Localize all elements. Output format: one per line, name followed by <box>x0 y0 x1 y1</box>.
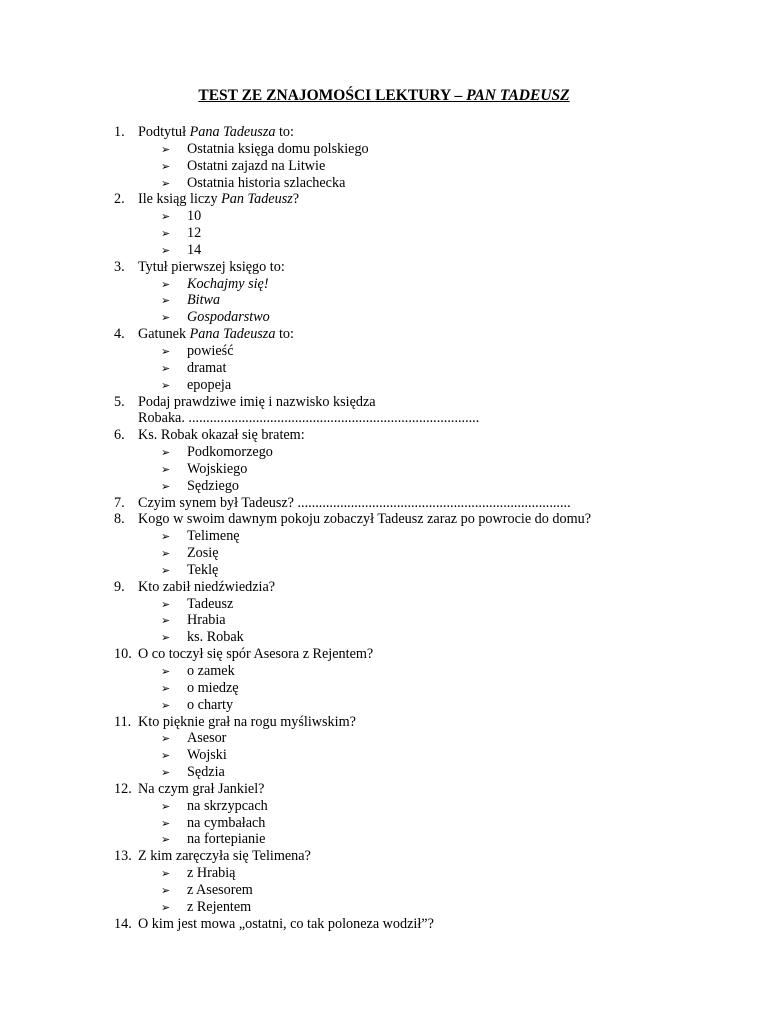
arrow-bullet-icon: ➢ <box>161 210 171 224</box>
answer-line[interactable] <box>114 410 674 427</box>
question-number: 6. <box>114 427 125 444</box>
answer-option[interactable] <box>114 697 674 714</box>
answer-option[interactable] <box>114 663 674 680</box>
question-4 <box>114 326 674 343</box>
question-text: Gatunek <box>138 326 190 343</box>
question-number: 11. <box>114 713 132 730</box>
arrow-bullet-icon: ➢ <box>161 867 171 881</box>
answer-option[interactable] <box>114 629 674 646</box>
question-text: Tytuł pierwszej księgo to: <box>138 258 285 275</box>
question-text-end: to: <box>275 124 294 140</box>
answer-option-text: 14 <box>187 241 202 258</box>
question-number: 3. <box>114 258 125 275</box>
answer-option[interactable] <box>114 478 674 495</box>
answer-option-text: o miedzę <box>187 679 239 696</box>
question-number: 10. <box>114 646 132 663</box>
arrow-bullet-icon: ➢ <box>161 361 171 375</box>
question-number: 9. <box>114 578 125 595</box>
answer-option[interactable] <box>114 377 674 394</box>
answer-option[interactable] <box>114 360 674 377</box>
question-number: 12. <box>114 780 132 797</box>
arrow-bullet-icon: ➢ <box>161 227 171 241</box>
arrow-bullet-icon: ➢ <box>161 530 171 544</box>
answer-option-text: Gospodarstwo <box>187 309 270 326</box>
arrow-bullet-icon: ➢ <box>161 344 171 358</box>
answer-option[interactable] <box>114 309 674 326</box>
answer-option[interactable] <box>114 461 674 478</box>
arrow-bullet-icon: ➢ <box>161 446 171 460</box>
arrow-bullet-icon: ➢ <box>161 631 171 645</box>
title-work: PAN TADEUSZ <box>466 87 570 104</box>
answer-option-text: Ostatnia księga domu polskiego <box>187 140 369 157</box>
answer-option-text: Podkomorzego <box>187 444 273 461</box>
question-11 <box>114 714 674 731</box>
answer-option-text: Tadeusz <box>187 595 234 612</box>
answer-option-text: powieść <box>187 342 234 359</box>
arrow-bullet-icon: ➢ <box>161 665 171 678</box>
question-text: Z kim zaręczyła się Telimena? <box>138 848 311 865</box>
arrow-bullet-icon: ➢ <box>161 479 171 493</box>
answer-option-text: Telimenę <box>187 528 240 545</box>
question-work-title: Pana Tadeusza <box>189 326 276 343</box>
answer-option-text: Sędziego <box>187 477 240 494</box>
question-14 <box>114 916 674 933</box>
answer-option-text: Ostatni zajazd na Litwie <box>187 157 326 174</box>
answer-option[interactable] <box>114 444 674 461</box>
arrow-bullet-icon: ➢ <box>161 159 171 173</box>
answer-option[interactable] <box>114 815 674 832</box>
answer-option[interactable] <box>114 596 674 613</box>
question-number: 7. <box>114 494 125 511</box>
question-number: 2. <box>114 191 125 208</box>
answer-option[interactable] <box>114 242 674 259</box>
answer-option-text: z Rejentem <box>187 898 252 915</box>
question-text: Ks. Robak okazał się bratem: <box>138 427 305 444</box>
answer-option[interactable] <box>114 225 674 242</box>
question-number: 14. <box>114 915 132 932</box>
question-3 <box>114 259 674 276</box>
answer-option-text: Bitwa <box>187 292 221 309</box>
arrow-bullet-icon: ➢ <box>161 563 171 577</box>
question-text: Czyim synem był Tadeusz? ............................................................................. <box>138 494 571 511</box>
answer-option-text: z Asesorem <box>187 881 253 898</box>
question-text: Kto pięknie grał na rogu myśliwskim? <box>138 713 356 730</box>
answer-option-text: z Hrabią <box>187 865 236 882</box>
answer-option-text: na fortepianie <box>187 831 266 848</box>
question-number: 13. <box>114 848 132 865</box>
question-number: 4. <box>114 326 125 343</box>
answer-option-text: Ostatnia historia szlachecka <box>187 174 346 191</box>
answer-option-text: Hrabia <box>187 612 226 629</box>
question-8 <box>114 511 674 528</box>
answer-option[interactable] <box>114 292 674 309</box>
question-text: O co toczył się spór Asesora z Rejentem? <box>138 646 374 663</box>
answer-option[interactable] <box>114 545 674 562</box>
arrow-bullet-icon: ➢ <box>161 277 171 291</box>
answer-option-text: na skrzypcach <box>187 797 268 814</box>
question-number: 8. <box>114 511 125 528</box>
arrow-bullet-icon: ➢ <box>161 378 171 392</box>
question-6 <box>114 427 674 444</box>
answer-option-text: Kochajmy się! <box>187 275 269 292</box>
question-7 <box>114 495 674 512</box>
question-9 <box>114 579 674 596</box>
arrow-bullet-icon: ➢ <box>161 749 171 763</box>
arrow-bullet-icon: ➢ <box>161 311 171 325</box>
answer-option[interactable] <box>114 865 674 882</box>
answer-option[interactable] <box>114 798 674 815</box>
answer-option[interactable] <box>114 141 674 158</box>
answer-option-text: o zamek <box>187 663 235 679</box>
answer-option-text: Teklę <box>187 561 219 578</box>
page-title <box>0 86 768 106</box>
answer-option[interactable] <box>114 612 674 629</box>
question-number: 1. <box>114 124 125 140</box>
answer-option-text: Zosię <box>187 545 219 562</box>
answer-option[interactable] <box>114 562 674 579</box>
title-main: TEST ZE ZNAJOMOŚCI LEKTURY – <box>198 87 467 104</box>
arrow-bullet-icon: ➢ <box>161 883 171 897</box>
answer-option-text: 10 <box>187 208 202 225</box>
question-text: Podtytuł <box>138 124 190 140</box>
answer-option-text: ks. Robak <box>187 629 244 646</box>
question-text: Podaj prawdziwe imię i nazwisko księdza <box>138 393 376 410</box>
answer-option[interactable] <box>114 158 674 175</box>
question-work-title: Pan Tadeusz <box>221 191 293 208</box>
arrow-bullet-icon: ➢ <box>161 900 171 914</box>
question-text: Ile ksiąg liczy <box>138 191 222 208</box>
arrow-bullet-icon: ➢ <box>161 142 171 156</box>
question-text-end: ? <box>292 191 300 208</box>
question-continuation: Robaka. .................................................................................. <box>138 410 480 427</box>
question-13 <box>114 848 674 865</box>
answer-option[interactable] <box>114 899 674 916</box>
answer-option[interactable] <box>114 764 674 781</box>
answer-option[interactable] <box>114 208 674 225</box>
answer-option[interactable] <box>114 747 674 764</box>
question-text: Kto zabił niedźwiedzia? <box>138 578 276 595</box>
question-number: 5. <box>114 393 125 410</box>
question-1 <box>114 124 674 141</box>
answer-option[interactable] <box>114 276 674 293</box>
answer-option[interactable] <box>114 343 674 360</box>
arrow-bullet-icon: ➢ <box>161 176 171 190</box>
answer-option-text: Sędzia <box>187 764 225 781</box>
question-text: Na czym grał Jankiel? <box>138 780 265 797</box>
answer-option-text: Asesor <box>187 730 227 747</box>
question-10 <box>114 646 674 663</box>
arrow-bullet-icon: ➢ <box>161 243 171 257</box>
question-text-end: to: <box>275 326 294 343</box>
question-5 <box>114 394 674 411</box>
arrow-bullet-icon: ➢ <box>161 597 171 611</box>
question-list <box>114 124 674 933</box>
answer-option[interactable] <box>114 528 674 545</box>
arrow-bullet-icon: ➢ <box>161 766 171 780</box>
arrow-bullet-icon: ➢ <box>161 462 171 476</box>
arrow-bullet-icon: ➢ <box>161 614 171 628</box>
answer-option-text: o charty <box>187 696 234 713</box>
question-12 <box>114 781 674 798</box>
question-2 <box>114 191 674 208</box>
arrow-bullet-icon: ➢ <box>161 732 171 746</box>
answer-option[interactable] <box>114 730 674 747</box>
answer-option-text: Wojskiego <box>187 460 248 477</box>
answer-option[interactable] <box>114 882 674 899</box>
answer-option-text: na cymbałach <box>187 814 266 831</box>
arrow-bullet-icon: ➢ <box>161 698 171 712</box>
question-text: O kim jest mowa „ostatni, co tak poloneza wodził”? <box>138 915 434 932</box>
answer-option-text: dramat <box>187 359 227 376</box>
answer-option-text: epopeja <box>187 376 232 393</box>
arrow-bullet-icon: ➢ <box>161 547 171 561</box>
question-work-title: Pana Tadeusza <box>189 124 276 140</box>
question-text: Kogo w swoim dawnym pokoju zobaczył Tadeusz zaraz po powrocie do domu? <box>138 511 592 528</box>
answer-option-text: Wojski <box>187 747 227 764</box>
arrow-bullet-icon: ➢ <box>161 681 171 695</box>
answer-option[interactable] <box>114 175 674 192</box>
answer-option[interactable] <box>114 680 674 697</box>
arrow-bullet-icon: ➢ <box>161 833 171 847</box>
answer-option-text: 12 <box>187 225 202 242</box>
arrow-bullet-icon: ➢ <box>161 816 171 830</box>
answer-option[interactable] <box>114 831 674 848</box>
arrow-bullet-icon: ➢ <box>161 799 171 813</box>
arrow-bullet-icon: ➢ <box>161 294 171 308</box>
